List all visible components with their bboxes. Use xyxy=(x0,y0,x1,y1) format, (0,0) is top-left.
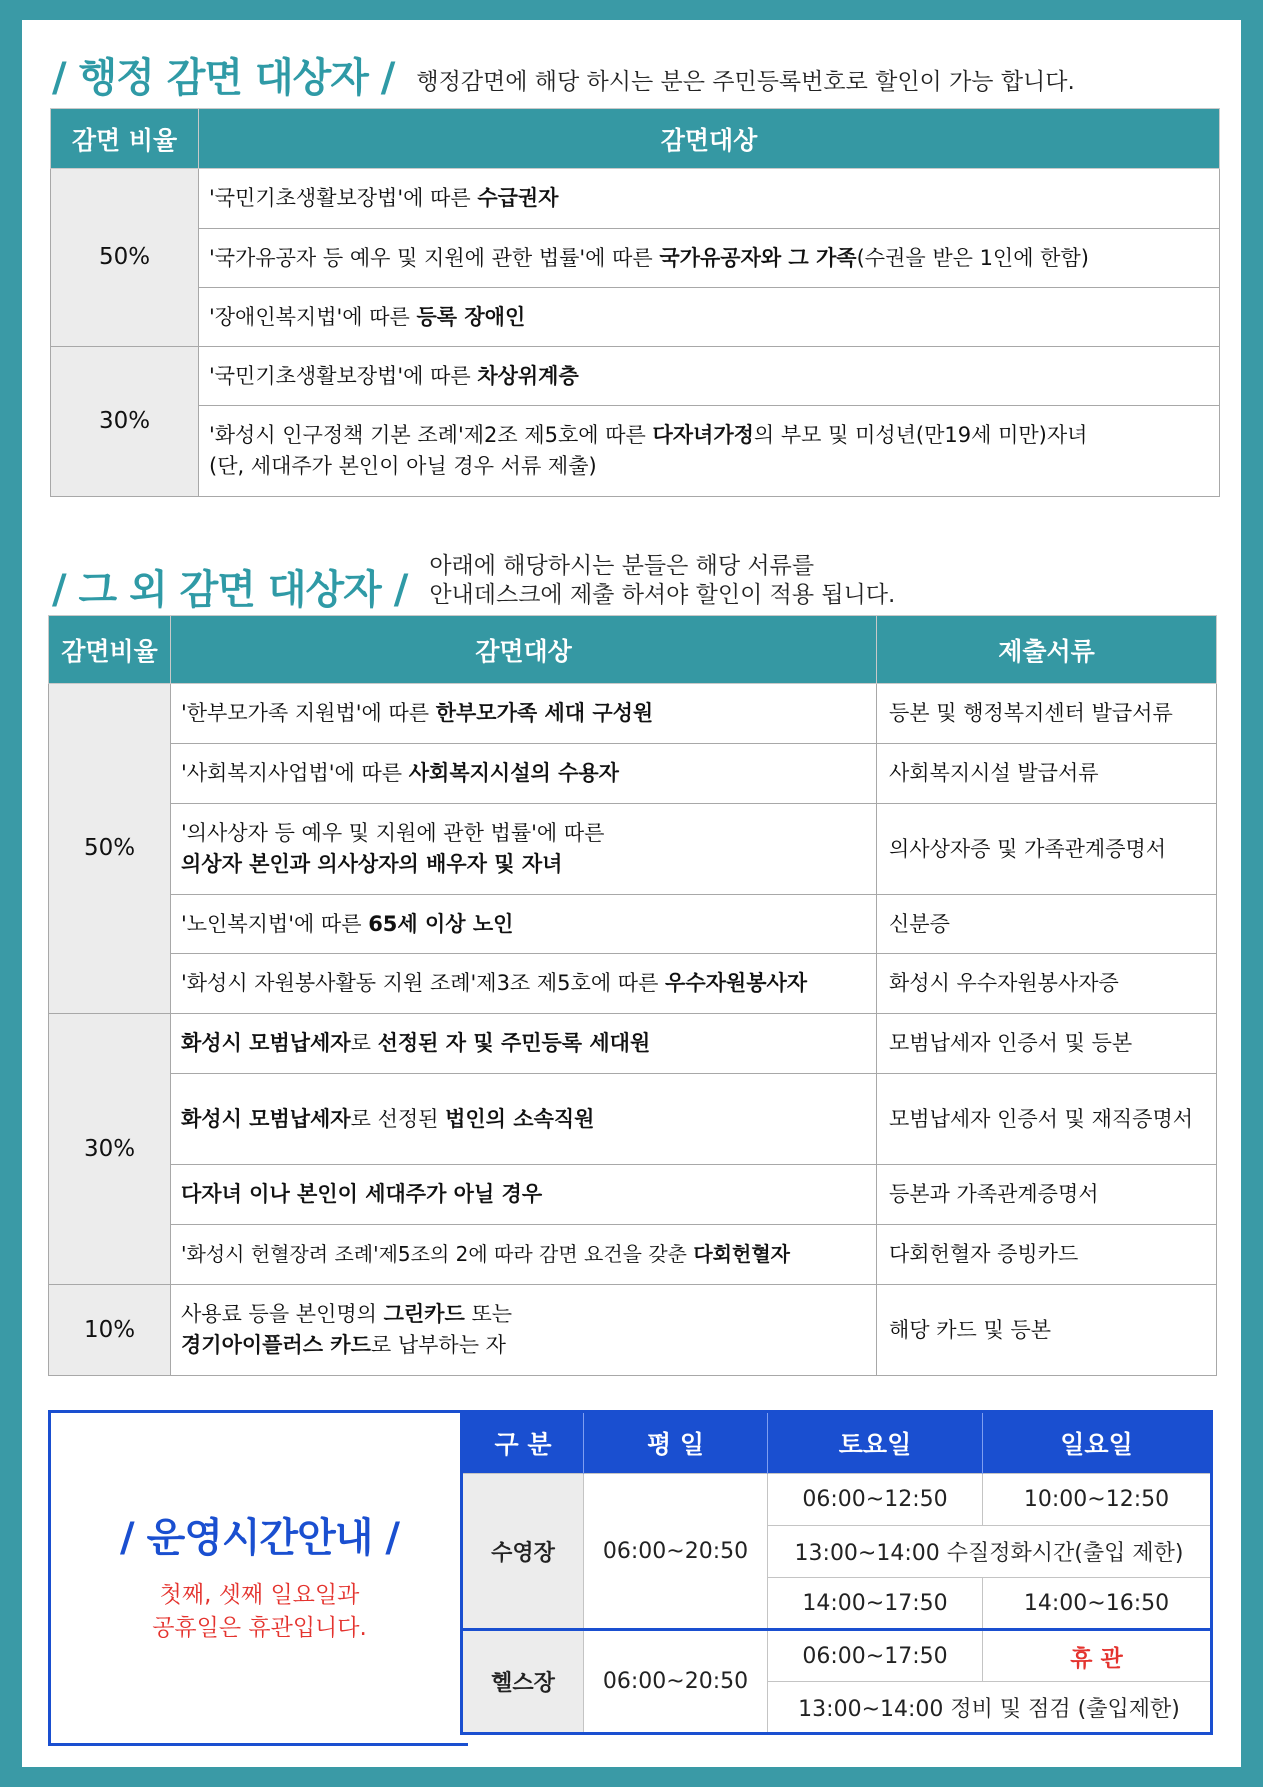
doc-cell: 신분증 xyxy=(877,895,1217,954)
rate-cell: 30% xyxy=(49,1014,171,1285)
table-row xyxy=(49,804,1217,895)
target-cell: 다자녀 이나 본인이 세대주가 아닐 경우 xyxy=(171,1165,877,1225)
section2-title: / 그 외 감면 대상자 / xyxy=(52,567,408,613)
gym-label: 헬스장 xyxy=(462,1630,584,1734)
pool-sunday-hours-2: 14:00~16:50 xyxy=(983,1578,1212,1630)
table-row xyxy=(49,1225,1217,1285)
doc-cell: 등본 및 행정복지센터 발급서류 xyxy=(877,684,1217,744)
table-row xyxy=(51,169,1220,229)
admin-discount-table xyxy=(50,108,1220,497)
hours-title: / 운영시간안내 / xyxy=(120,1515,399,1561)
col-target-header: 감면대상 xyxy=(199,109,1220,169)
section1-desc: 행정감면에 해당 하시는 분은 주민등록번호로 할인이 가능 합니다. xyxy=(416,69,1075,95)
doc-cell: 화성시 우수자원봉사자증 xyxy=(877,954,1217,1014)
target-cell: '한부모가족 지원법'에 따른 한부모가족 세대 구성원 xyxy=(171,684,877,744)
table-row xyxy=(462,1630,1212,1682)
doc-cell: 사회복지시설 발급서류 xyxy=(877,744,1217,804)
col-doc-header: 제출서류 xyxy=(877,616,1217,684)
col-weekday-header: 평 일 xyxy=(584,1412,768,1474)
target-cell: 화성시 모범납세자로 선정된 법인의 소속직원 xyxy=(171,1074,877,1165)
doc-cell: 다회헌혈자 증빙카드 xyxy=(877,1225,1217,1285)
pool-saturday-hours: 06:00~12:50 xyxy=(768,1474,983,1526)
rate-cell: 10% xyxy=(49,1285,171,1376)
target-cell: '국민기초생활보장법'에 따른 수급권자 xyxy=(199,169,1220,229)
table-row xyxy=(51,347,1220,406)
target-cell: '국민기초생활보장법'에 따른 차상위계층 xyxy=(199,347,1220,406)
closure-note: 첫째, 셋째 일요일과 공휴일은 휴관입니다. xyxy=(152,1582,367,1641)
col-rate-header: 감면 비율 xyxy=(51,109,199,169)
table-row xyxy=(49,1014,1217,1074)
table-row xyxy=(49,744,1217,804)
gym-sunday-closed: 휴 관 xyxy=(983,1630,1212,1682)
gym-saturday-hours: 06:00~17:50 xyxy=(768,1630,983,1682)
target-cell: 화성시 모범납세자로 선정된 자 및 주민등록 세대원 xyxy=(171,1014,877,1074)
gym-weekday-hours: 06:00~20:50 xyxy=(584,1630,768,1734)
table-row xyxy=(49,1285,1217,1376)
rate-cell: 50% xyxy=(51,169,199,347)
target-cell: 사용료 등을 본인명의 그린카드 또는 경기아이플러스 카드로 납부하는 자 xyxy=(171,1285,877,1376)
doc-cell: 의사상자증 및 가족관계증명서 xyxy=(877,804,1217,895)
table-row xyxy=(51,406,1220,497)
hours-info-box xyxy=(48,1410,468,1746)
col-sunday-header: 일요일 xyxy=(983,1412,1212,1474)
rate-cell: 50% xyxy=(49,684,171,1014)
table-row xyxy=(49,954,1217,1014)
hours-table xyxy=(460,1410,1213,1735)
pool-break-time: 13:00~14:00 수질정화시간(출입 제한) xyxy=(768,1526,1212,1578)
pool-saturday-hours-2: 14:00~17:50 xyxy=(768,1578,983,1630)
col-category-header: 구 분 xyxy=(462,1412,584,1474)
col-target-header: 감면대상 xyxy=(171,616,877,684)
other-discount-table xyxy=(48,615,1217,1376)
page xyxy=(22,20,1241,1767)
table-row xyxy=(49,895,1217,954)
pool-weekday-hours: 06:00~20:50 xyxy=(584,1474,768,1630)
section1-header xyxy=(52,54,1075,102)
doc-cell: 모범납세자 인증서 및 등본 xyxy=(877,1014,1217,1074)
target-cell: '국가유공자 등 예우 및 지원에 관한 법률'에 따른 국가유공자와 그 가족(수권을 받은 1인에 한함) xyxy=(199,229,1220,288)
table-row xyxy=(49,1074,1217,1165)
doc-cell: 등본과 가족관계증명서 xyxy=(877,1165,1217,1225)
target-cell: '의사상자 등 예우 및 지원에 관한 법률'에 따른 의상자 본인과 의사상자의 배우자 및 자녀 xyxy=(171,804,877,895)
table-row xyxy=(51,288,1220,347)
table-row xyxy=(49,684,1217,744)
table-row xyxy=(51,229,1220,288)
section2-desc: 아래에 해당하시는 분들은 해당 서류를 안내데스크에 제출 하셔야 할인이 적용 됩니다. xyxy=(429,553,896,608)
target-cell: '노인복지법'에 따른 65세 이상 노인 xyxy=(171,895,877,954)
pool-label: 수영장 xyxy=(462,1474,584,1630)
doc-cell: 해당 카드 및 등본 xyxy=(877,1285,1217,1376)
target-cell: '사회복지사업법'에 따른 사회복지시설의 수용자 xyxy=(171,744,877,804)
target-cell: '장애인복지법'에 따른 등록 장애인 xyxy=(199,288,1220,347)
target-cell: '화성시 자원봉사활동 지원 조례'제3조 제5호에 따른 우수자원봉사자 xyxy=(171,954,877,1014)
target-cell: '화성시 인구정책 기본 조례'제2조 제5호에 따른 다자녀가정의 부모 및 미성년(만19세 미만)자녀 (단, 세대주가 본인이 아닐 경우 서류 제출) xyxy=(199,406,1220,497)
doc-cell: 모범납세자 인증서 및 재직증명서 xyxy=(877,1074,1217,1165)
table-row xyxy=(462,1474,1212,1526)
section2-header xyxy=(52,552,895,614)
rate-cell: 30% xyxy=(51,347,199,497)
pool-sunday-hours: 10:00~12:50 xyxy=(983,1474,1212,1526)
table-row xyxy=(49,1165,1217,1225)
col-saturday-header: 토요일 xyxy=(768,1412,983,1474)
target-cell: '화성시 헌혈장려 조례'제5조의 2에 따라 감면 요건을 갖춘 다회헌혈자 xyxy=(171,1225,877,1285)
section1-title: / 행정 감면 대상자 / xyxy=(52,55,395,101)
col-rate-header: 감면비율 xyxy=(49,616,171,684)
gym-maintenance-time: 13:00~14:00 정비 및 점검 (출입제한) xyxy=(768,1682,1212,1734)
